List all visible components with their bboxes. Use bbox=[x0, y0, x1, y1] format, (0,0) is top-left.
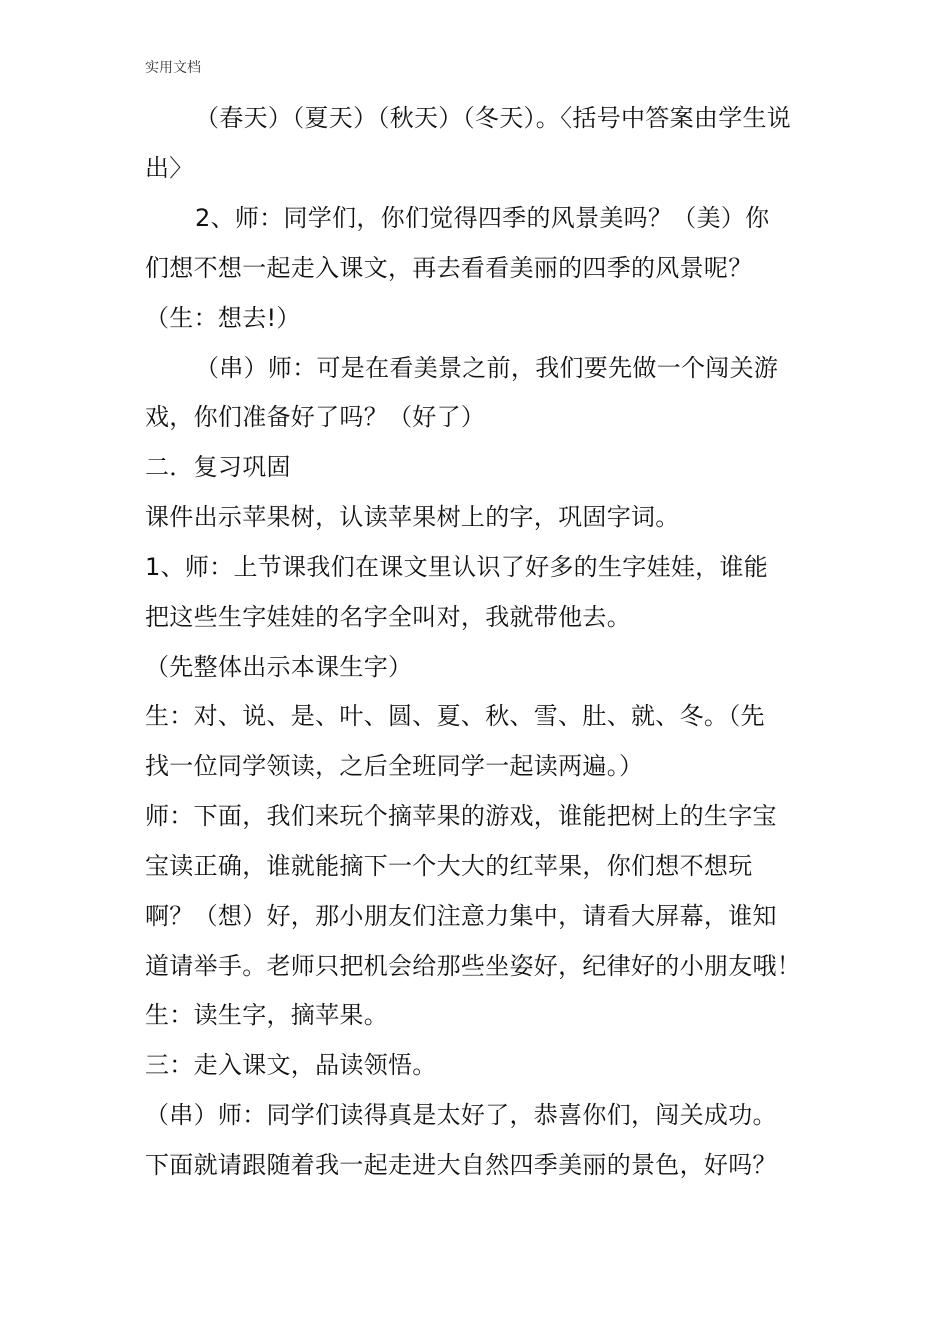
text-line: （春天）（夏天）（秋天）（冬天）。〈括号中答案由学生说 bbox=[195, 104, 792, 132]
text-line: 把这些生字娃娃的名字全叫对，我就带他去。 bbox=[145, 603, 631, 631]
text-line: （生：想去!） bbox=[145, 304, 301, 332]
text-line: 啊？（想）好，那小朋友们注意力集中，请看大屏幕，谁知 bbox=[145, 902, 777, 930]
text-line: （串）师：可是在看美景之前，我们要先做一个闯关游 bbox=[195, 354, 779, 382]
text-line: 1、师：上节课我们在课文里认识了好多的生字娃娃，谁能 bbox=[145, 553, 769, 581]
text-line: 找一位同学领读，之后全班同学一起读两遍。） bbox=[145, 752, 644, 780]
text-line: （先整体出示本课生字） bbox=[145, 653, 413, 681]
text-line: 生：对、说、是、叶、圆、夏、秋、雪、肚、就、冬。（先 bbox=[145, 702, 765, 730]
text-line: 戏，你们准备好了吗？（好了） bbox=[145, 403, 486, 431]
page-header: 实用文档 bbox=[145, 60, 201, 76]
text-line: 们想不想一起走入课文，再去看看美丽的四季的风景呢？ bbox=[145, 254, 753, 282]
text-line: 道请举手。老师只把机会给那些坐姿好，纪律好的小朋友哦！ bbox=[145, 952, 802, 980]
text-line: 课件出示苹果树，认读苹果树上的字，巩固字词。 bbox=[145, 503, 680, 531]
section-heading: 二．复习巩固 bbox=[145, 453, 291, 481]
section-heading: 三：走入课文，品读领悟。 bbox=[145, 1051, 437, 1079]
text-line: 宝读正确，谁就能摘下一个大大的红苹果，你们想不想玩 bbox=[145, 852, 753, 880]
text-line: 师：下面，我们来玩个摘苹果的游戏，谁能把树上的生字宝 bbox=[145, 802, 777, 830]
text-line: 生：读生字，摘苹果。 bbox=[145, 1001, 388, 1029]
text-line: 下面就请跟随着我一起走进大自然四季美丽的景色，好吗？ bbox=[145, 1151, 777, 1179]
text-line: 出〉 bbox=[145, 154, 194, 182]
text-line: 2、师：同学们，你们觉得四季的风景美吗？（美）你 bbox=[195, 204, 770, 232]
text-line: （串）师：同学们读得真是太好了，恭喜你们，闯关成功。 bbox=[145, 1101, 777, 1129]
